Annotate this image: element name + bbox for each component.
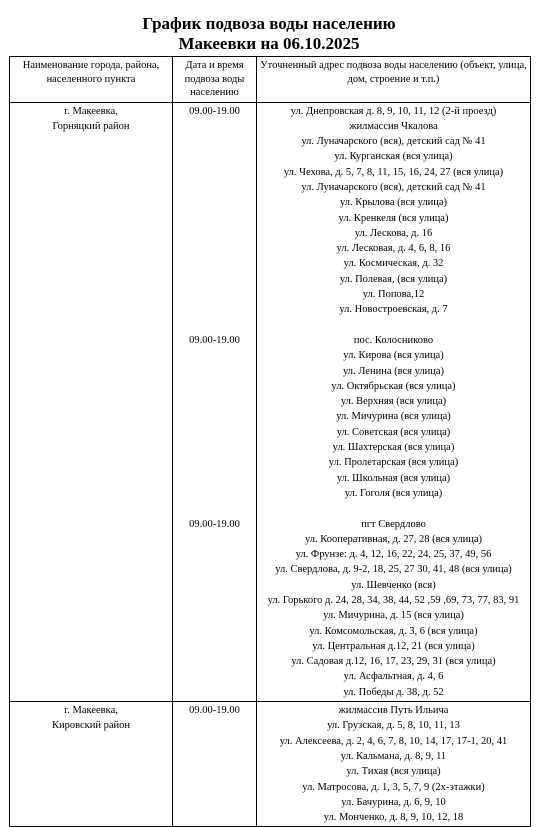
- address-line: пгт Свердлово: [361, 518, 426, 530]
- address-line: ул. Школьная (вся улица): [336, 472, 451, 484]
- header-address: Уточненный адрес подвоза воды населению (объект, улица, дом, строение и т.п.): [257, 57, 531, 103]
- address-line: ул. Попова,12: [362, 289, 425, 301]
- table-header-row: [10, 57, 531, 103]
- address-cell: [257, 102, 531, 702]
- address-line: ул. Тихая (вся улица): [346, 766, 441, 778]
- address-group: [260, 333, 527, 501]
- time-cell: [173, 702, 257, 827]
- address-line: ул. Верхняя (вся улица): [340, 396, 447, 408]
- group-spacer: [176, 501, 253, 516]
- address-line: ул. Космическая, д. 32: [343, 258, 444, 270]
- time-group: [176, 517, 253, 701]
- address-line: ул. Кренкеля (вся улица): [338, 212, 449, 224]
- time-group: [176, 333, 253, 501]
- group-spacer: [260, 318, 527, 333]
- address-line: ул. Советская (вся улица): [336, 426, 451, 438]
- table-row: [10, 702, 531, 827]
- header-locality: Наименование города, района, населенного пункта: [10, 57, 173, 103]
- address-group: [260, 703, 527, 825]
- address-line: ул. Алексеева, д. 2, 4, 6, 7, 8, 10, 14, 17, 17-1, 20, 41: [279, 735, 508, 747]
- address-line: ул. Луначарского (вся), детский сад № 41: [301, 181, 486, 193]
- time-group: [176, 703, 253, 825]
- delivery-time: 09.00-19.00: [189, 705, 240, 717]
- district-cell: г. Макеевка, Горняцкий район: [10, 102, 173, 702]
- address-line: ул. Мичурина (вся улица): [336, 411, 451, 423]
- address-line: ул. Крылова (вся улица): [339, 197, 448, 209]
- address-line: ул. Кирова (вся улица): [343, 350, 444, 362]
- address-line: ул. Асфальтная, д. 4, 6: [343, 671, 444, 683]
- address-line: ул. Днепровская д. 8, 9, 10, 11, 12 (2-й проезд): [290, 105, 497, 117]
- address-line: ул. Полевая, (вся улица): [339, 273, 448, 285]
- address-line: ул. Садовая д.12, 16, 17, 23, 29, 31 (вся улица): [291, 656, 496, 668]
- header-date-time: Дата и время подвоза воды населению: [173, 57, 257, 103]
- address-line: ул. Новостроевская, д. 7: [339, 304, 448, 316]
- address-line: ул. Шахтерская (вся улица): [332, 442, 455, 454]
- address-line: ул. Октябрьская (вся улица): [331, 380, 456, 392]
- address-line: ул. Комсомольская, д. 3, 6 (вся улица): [309, 625, 478, 637]
- address-line: ул. Лесковая, д. 4, 6, 8, 16: [336, 243, 451, 255]
- address-line: ул. Пролетарская (вся улица): [328, 457, 459, 469]
- address-line: ул. Мичурина, д. 15 (вся улица): [323, 610, 464, 622]
- delivery-time: 09.00-19.00: [189, 334, 240, 346]
- address-group: [260, 104, 527, 318]
- address-group: [260, 517, 527, 701]
- address-line: ул. Гоголя (вся улица): [344, 487, 443, 499]
- address-line: ул. Кооперативная, д. 27, 28 (вся улица): [304, 533, 483, 545]
- address-line: ул. Лескова, д. 16: [354, 227, 433, 239]
- address-line: жилмассив Чкалова: [349, 120, 438, 132]
- delivery-time: 09.00-19.00: [189, 105, 240, 117]
- address-line: ул. Курганская (вся улица): [334, 151, 453, 163]
- table-row: [10, 102, 531, 702]
- address-line: ул. Горького д. 24, 28, 34, 38, 44, 52 ,59 ,69, 73, 77, 83, 91: [267, 595, 520, 606]
- address-line: ул. Бачурина, д. 6, 9, 10: [341, 796, 446, 808]
- time-group: [176, 104, 253, 318]
- address-line: ул. Грузская, д. 5, 8, 10, 11, 13: [327, 720, 460, 732]
- group-spacer: [260, 501, 527, 516]
- address-line: ул. Свердлова, д. 9-2, 18, 25, 27 30, 41, 48 (вся улица): [275, 564, 512, 576]
- address-line: ул. Шевченко (вся): [351, 579, 436, 591]
- address-line: ул. Победы д. 38, д. 52: [343, 686, 444, 698]
- delivery-time: 09.00-19.00: [189, 518, 240, 530]
- water-delivery-schedule-table: [9, 56, 531, 827]
- address-cell: [257, 702, 531, 827]
- address-line: ул. Монченко, д. 8, 9, 10, 12, 18: [323, 812, 464, 824]
- document-title-line-1: График подвоза воды населению: [142, 14, 396, 33]
- document-title-line-2: Макеевки на 06.10.2025: [178, 34, 360, 53]
- address-line: ул. Центральная д.12, 21 (вся улица): [312, 640, 475, 652]
- group-spacer: [176, 318, 253, 333]
- address-line: пос. Колосниково: [353, 334, 434, 346]
- district-cell: г. Макеевка, Кировский район: [10, 702, 173, 827]
- address-line: ул. Кальмана, д. 8, 9, 11: [340, 750, 447, 762]
- address-line: ул. Ленина (вся улица): [342, 365, 445, 377]
- address-line: ул. Луначарского (вся), детский сад № 41: [301, 136, 486, 148]
- address-line: ул. Фрунзе: д. 4, 12, 16, 22, 24, 25, 37, 49, 56: [295, 549, 492, 561]
- address-line: ул. Чехова, д. 5, 7, 8, 11, 15, 16, 24, 27 (вся улица): [283, 166, 504, 178]
- table-body: [10, 102, 531, 827]
- time-cell: [173, 102, 257, 702]
- address-line: жилмассив Путь Ильича: [338, 705, 449, 717]
- address-line: ул. Матросова, д. 1, 3, 5, 7, 9 (2х-этажки): [302, 781, 485, 793]
